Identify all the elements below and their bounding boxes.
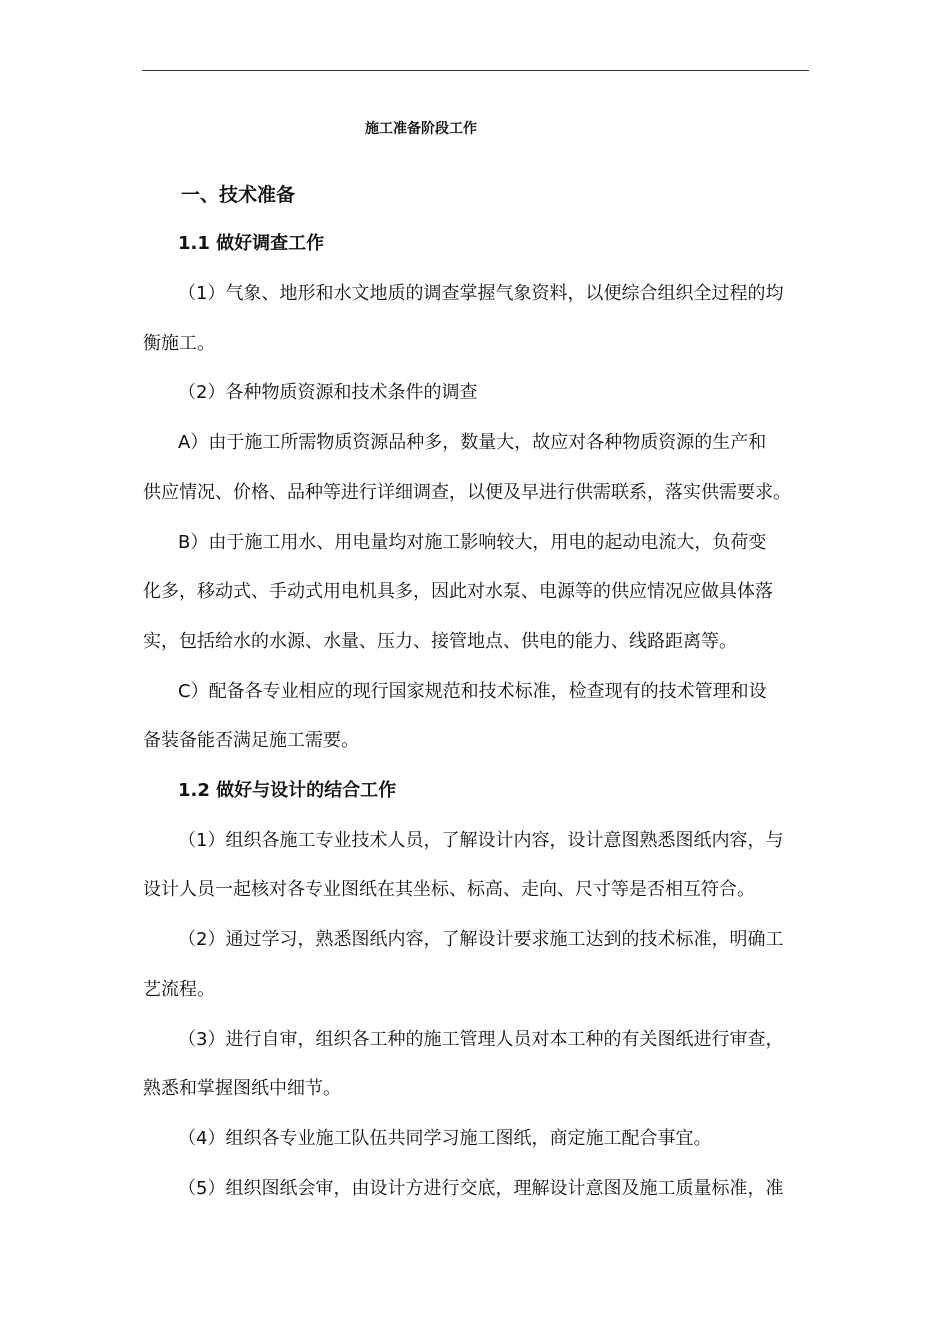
- paragraph-line: （3）进行自审，组织各工种的施工管理人员对本工种的有关图纸进行审查，: [178, 1029, 784, 1050]
- document-title: 施工准备阶段工作: [365, 121, 477, 137]
- subsection-heading-1-1: 1.1 做好调查工作: [178, 233, 325, 254]
- paragraph-line: B）由于施工用水、用电量均对施工影响较大，用电的起动电流大，负荷变: [178, 532, 767, 553]
- paragraph-line: （5）组织图纸会审，由设计方进行交底，理解设计意图及施工质量标准，准: [178, 1178, 784, 1199]
- paragraph-line: （2）通过学习，熟悉图纸内容，了解设计要求施工达到的技术标准，明确工: [178, 929, 784, 950]
- paragraph-line: （4）组织各专业施工队伍共同学习施工图纸，商定施工配合事宜。: [178, 1128, 712, 1149]
- paragraph-line: A）由于施工所需物质资源品种多，数量大，故应对各种物质资源的生产和: [178, 432, 767, 453]
- paragraph-line: 化多，移动式、手动式用电机具多，因此对水泵、电源等的供应情况应做具体落: [143, 581, 773, 602]
- header-rule: [142, 70, 809, 71]
- paragraph-line: 备装备能否满足施工需要。: [143, 730, 359, 751]
- paragraph-line: （1）气象、地形和水文地质的调查掌握气象资料，以便综合组织全过程的均: [178, 283, 784, 304]
- paragraph-line: （2）各种物质资源和技术条件的调查: [178, 382, 478, 403]
- subsection-heading-1-2: 1.2 做好与设计的结合工作: [178, 780, 397, 801]
- paragraph-line: 实，包括给水的水源、水量、压力、接管地点、供电的能力、线路距离等。: [143, 631, 737, 652]
- section-heading-1: 一、技术准备: [181, 184, 296, 206]
- paragraph-line: 熟悉和掌握图纸中细节。: [143, 1078, 341, 1099]
- paragraph-line: C）配备各专业相应的现行国家规范和技术标准，检查现有的技术管理和设: [178, 681, 767, 702]
- paragraph-line: 供应情况、价格、品种等进行详细调查，以便及早进行供需联系，落实供需要求。: [143, 482, 791, 503]
- paragraph-line: （1）组织各施工专业技术人员，了解设计内容，设计意图熟悉图纸内容，与: [178, 830, 784, 851]
- paragraph-line: 衡施工。: [143, 333, 215, 354]
- paragraph-line: 艺流程。: [143, 979, 215, 1000]
- paragraph-line: 设计人员一起核对各专业图纸在其坐标、标高、走向、尺寸等是否相互符合。: [143, 879, 755, 900]
